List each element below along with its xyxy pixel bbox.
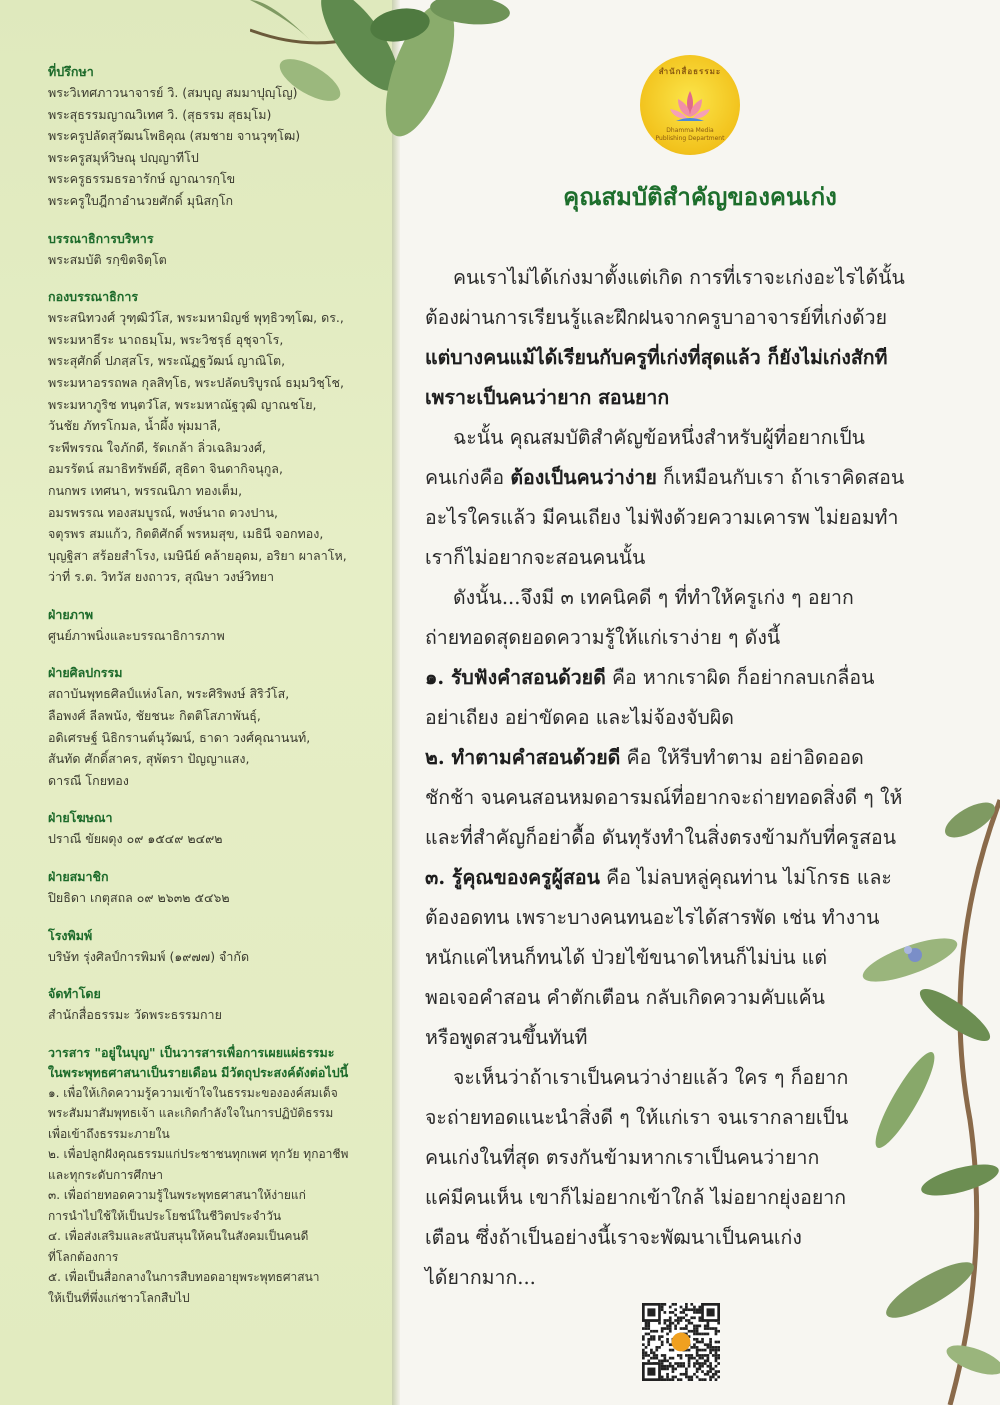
credit-line: จตุรพร สมแก้ว, กิตติศักดิ์ พรหมสุข, เมธินี จอกทอง, bbox=[48, 526, 324, 542]
credit-heading: ที่ปรึกษา bbox=[48, 64, 94, 79]
dhamma-media-logo bbox=[640, 55, 740, 155]
credit-line: ปิยธิดา เกตุสถล ๐๙ ๒๖๓๒ ๕๔๖๒ bbox=[48, 890, 230, 906]
article-text: จะถ่ายทอดแนะนำสิ่งดี ๆ ให้แก่เรา จนเรากลายเป็น bbox=[425, 1106, 849, 1129]
article-text: อย่าเถียง อย่าขัดคอ และไม่จ้องจับผิด bbox=[425, 706, 734, 729]
article-line bbox=[425, 1258, 937, 1298]
article-text: ก็เหมือนกับเรา ถ้าเราคิดสอน bbox=[656, 466, 905, 489]
credit-line: ว่าที่ ร.ต. วิทวัส ยงถาวร, สุณิษา วงษ์วิทยา bbox=[48, 569, 275, 585]
purpose-line: ๒. เพื่อปลูกฝังคุณธรรมแก่ประชาชนทุกเพศ ทุกวัย ทุกอาชีพ bbox=[48, 1147, 349, 1162]
article-line bbox=[425, 938, 937, 978]
credit-section-photo bbox=[48, 605, 378, 647]
article-line bbox=[425, 1098, 937, 1138]
article-line bbox=[425, 458, 937, 498]
purpose-heading: วารสาร "อยู่ในบุญ" เป็นวารสารเพื่อการเผยแผ่ธรรมะ bbox=[48, 1044, 335, 1060]
credit-line: ลือพงศ์ ลีลพนัง, ชัยชนะ กิตติโสภาพันธุ์, bbox=[48, 708, 261, 724]
article-line bbox=[425, 1178, 937, 1218]
credit-line: สำนักสื่อธรรมะ วัดพระธรรมกาย bbox=[48, 1007, 222, 1023]
purpose-line: พระสัมมาสัมพุทธเจ้า และเกิดกำลังใจในการปฏิบัติธรรม bbox=[48, 1106, 334, 1121]
article-text: ถ่ายทอดสุดยอดความรู้ให้แก่เราง่าย ๆ ดังนี้ bbox=[425, 626, 781, 649]
credit-line: พระวิเทศภาวนาจารย์ วิ. (สมบุญ สมมาปุญฺโญ) bbox=[48, 85, 298, 100]
article-line bbox=[425, 1058, 937, 1098]
article-text: ได้ยากมาก... bbox=[425, 1266, 536, 1289]
credit-section-publisher bbox=[48, 984, 378, 1026]
article-text: คือ หากเราผิด ก็อย่ากลบเกลื่อน bbox=[605, 666, 875, 689]
article-line bbox=[425, 698, 937, 738]
article-bold-text: เพราะเป็นคนว่ายาก สอนยาก bbox=[425, 386, 670, 409]
credit-line: ศูนย์ภาพนิ่งและบรรณาธิการภาพ bbox=[48, 627, 225, 643]
article-text: คนเราไม่ได้เก่งมาตั้งแต่เกิด การที่เราจะเก่งอะไรได้นั้น bbox=[453, 266, 905, 289]
article-bold-text: ๓. รู้คุณของครูผู้สอน bbox=[425, 866, 600, 889]
article-line bbox=[425, 778, 937, 818]
credit-line: บริษัท รุ่งศิลป์การพิมพ์ (๑๙๗๗) จำกัด bbox=[48, 948, 250, 964]
article-line bbox=[425, 498, 937, 538]
article-title: คุณสมบัติสำคัญของคนเก่ง bbox=[563, 183, 837, 211]
article-bold-text: แต่บางคนแม้ได้เรียนกับครูที่เก่งที่สุดแล้ว ก็ยังไม่เก่งสักที bbox=[425, 346, 888, 369]
credit-section-editorial-board bbox=[48, 287, 378, 588]
credit-section-advertising bbox=[48, 808, 378, 850]
article-line bbox=[425, 578, 937, 618]
article-line bbox=[425, 618, 937, 658]
purpose-line: ๑. เพื่อให้เกิดความรู้ความเข้าใจในธรรมะขององค์สมเด็จ bbox=[48, 1085, 338, 1100]
article-body bbox=[425, 258, 937, 1298]
article-text: ต้องผ่านการเรียนรู้และฝึกฝนจากครูบาอาจารย์ที่เก่งด้วย bbox=[425, 306, 888, 329]
article-text: คือ ไม่ลบหลู่คุณท่าน ไม่โกรธ และ bbox=[599, 866, 892, 889]
purpose-line: ๕. เพื่อเป็นสื่อกลางในการสืบทอดอายุพระพุทธศาสนา bbox=[48, 1270, 320, 1285]
credit-heading: ฝ่ายศิลปกรรม bbox=[48, 665, 123, 681]
credit-line: พระสุศักดิ์ ปภสฺสโร, พระณัฏฐวัฒน์ ญาณิโต, bbox=[48, 353, 286, 369]
credit-line: พระมหาอรรถพล กุลสิทฺโธ, พระปลัดบริบูรณ์ ธมฺมวิชฺโช, bbox=[48, 374, 344, 390]
article-text: ต้องอดทน เพราะบางคนทนอะไรได้สารพัด เช่น ทำงาน bbox=[425, 906, 880, 929]
credit-line: บุญฐิสา สร้อยสำโรง, เมษินีย์ คล้ายอุดม, อริยา ผาลาโห, bbox=[48, 547, 347, 563]
article-line bbox=[425, 818, 937, 858]
credit-line: ระพีพรรณ ใจภักดี, รัดเกล้า ลิ่วเฉลิมวงศ์, bbox=[48, 439, 266, 455]
credit-section-executive-editor bbox=[48, 229, 378, 271]
article-bold-text: ๑. รับฟังคำสอนด้วยดี bbox=[425, 666, 606, 689]
credit-line: วันชัย ภัทรโกมล, น้ำผึ้ง พุ่มมาลี, bbox=[48, 418, 222, 434]
qr-code[interactable] bbox=[642, 1303, 720, 1381]
article-text: ฉะนั้น คุณสมบัติสำคัญข้อหนึ่งสำหรับผู้ที่อยากเป็น bbox=[453, 426, 865, 449]
credit-line: พระครูสมุห์วิษณุ ปญฺญาทีโป bbox=[48, 149, 199, 165]
credit-line: อมรพรรณ ทองสมบูรณ์, พงษ์นาถ ดวงปาน, bbox=[48, 504, 279, 520]
purpose-line: และทุกระดับการศึกษา bbox=[48, 1167, 163, 1182]
article-line bbox=[425, 378, 937, 418]
article-bold-text: ๒. ทำตามคำสอนด้วยดี bbox=[425, 746, 621, 769]
credit-line: พระสมบัติ รกฺขิตจิตฺโต bbox=[48, 251, 167, 267]
credit-line: สันทัด ศักดิ์สาคร, สุพัตรา ปัญญาแสง, bbox=[48, 751, 250, 767]
credit-line: พระมหาธีระ นาถธมฺโม, พระวิชรุธ์ อุชุจาโร, bbox=[48, 331, 284, 347]
credit-heading: บรรณาธิการบริหาร bbox=[48, 230, 154, 246]
credit-heading: กองบรรณาธิการ bbox=[48, 289, 139, 305]
credit-heading: ฝ่ายสมาชิก bbox=[48, 869, 109, 885]
lotus-icon bbox=[668, 87, 712, 123]
article-text: จะเห็นว่าถ้าเราเป็นคนว่าง่ายแล้ว ใคร ๆ ก็อยาก bbox=[453, 1066, 849, 1089]
article-line bbox=[425, 1018, 937, 1058]
credit-heading: ฝ่ายโฆษณา bbox=[48, 810, 113, 826]
purpose-line: เพื่อเข้าถึงธรรมะภายใน bbox=[48, 1126, 170, 1141]
article-text: แค่มีคนเห็น เขาก็ไม่อยากเข้าใกล้ ไม่อยากยุ่งอยาก bbox=[425, 1186, 847, 1209]
article-line bbox=[425, 258, 937, 298]
article-text: และที่สำคัญก็อย่าดื้อ ดันทุรังทำในสิ่งตรงข้ามกับที่ครูสอน bbox=[425, 826, 897, 849]
article-line bbox=[425, 858, 937, 898]
article-text: คือ ให้รีบทำตาม อย่าอิดออด bbox=[620, 746, 864, 769]
credit-line: พระครูธรรมธรอารักษ์ ญาณารกฺโข bbox=[48, 171, 236, 187]
logo-bottom-text: Dhamma Media Publishing Department bbox=[655, 127, 725, 142]
article-text: หรือพูดสวนขึ้นทันที bbox=[425, 1026, 588, 1049]
article-text: ดังนั้น...จึงมี ๓ เทคนิคดี ๆ ที่ทำให้ครูเก่ง ๆ อยาก bbox=[453, 586, 854, 609]
credit-section-art bbox=[48, 663, 378, 791]
purpose-line: ที่โลกต้องการ bbox=[48, 1249, 119, 1264]
purpose-heading: ในพระพุทธศาสนาเป็นรายเดือน มีวัตถุประสงค์ดังต่อไปนี้ bbox=[48, 1064, 349, 1080]
credits-list bbox=[48, 62, 378, 1325]
article-line bbox=[425, 898, 937, 938]
credit-section-membership bbox=[48, 867, 378, 909]
purpose-line: การนำไปใช้ให้เป็นประโยชน์ในชีวิตประจำวัน bbox=[48, 1208, 282, 1223]
credit-line: อดิเศรษฐ์ นิธิกรานต์นุวัฒน์, ธาดา วงศ์คุณานนท์, bbox=[48, 729, 311, 745]
credit-line: สถาบันพุทธศิลป์แห่งโลก, พระศิริพงษ์ สิริวํโส, bbox=[48, 686, 290, 702]
credit-line: อมรรัตน์ สมาธิทรัพย์ดี, สุธิดา จินดากิจนุกูล, bbox=[48, 461, 283, 477]
credit-line: พระสนิทวงศ์ วุฑฺฒิวํโส, พระมหามิญช์ พุทฺธิวฑฺโฒ, ดร., bbox=[48, 310, 344, 326]
credit-line: ดารณี โกยทอง bbox=[48, 772, 129, 788]
article-bold-text: ต้องเป็นคนว่าง่าย bbox=[510, 466, 657, 489]
purpose-section bbox=[48, 1043, 378, 1309]
logo-arc-text: สำนักสื่อธรรมะ bbox=[658, 67, 722, 76]
article-text: พอเจอคำสอน คำตักเตือน กลับเกิดความคับแค้น bbox=[425, 986, 825, 1009]
credit-heading: ฝ่ายภาพ bbox=[48, 606, 94, 622]
purpose-line: ให้เป็นที่พึ่งแก่ชาวโลกสืบไป bbox=[48, 1290, 190, 1305]
article-text: เตือน ซึ่งถ้าเป็นอย่างนี้เราจะพัฒนาเป็นคนเก่ง bbox=[425, 1226, 802, 1249]
article-line bbox=[425, 338, 937, 378]
article-text: ชักช้า จนคนสอนหมดอารมณ์ที่อยากจะถ่ายทอดสิ่งดี ๆ ให้ bbox=[425, 786, 903, 809]
article-line bbox=[425, 1218, 937, 1258]
credit-line: ปราณี ขัยผดุง ๐๙ ๑๕๔๙ ๒๔๙๒ bbox=[48, 831, 223, 847]
purpose-line: ๓. เพื่อถ่ายทอดความรู้ในพระพุทธศาสนาให้ง่ายแก่ bbox=[48, 1188, 306, 1203]
page-divider bbox=[392, 0, 400, 1405]
article-line bbox=[425, 738, 937, 778]
credit-heading: จัดทำโดย bbox=[48, 986, 101, 1002]
credit-section-printer bbox=[48, 926, 378, 968]
article-text: อะไรใครแล้ว มีคนเถียง ไม่ฟังด้วยความเคารพ ไม่ยอมทำ bbox=[425, 506, 899, 529]
article-line bbox=[425, 1138, 937, 1178]
article-line bbox=[425, 978, 937, 1018]
article-text: เราก็ไม่อยากจะสอนคนนั้น bbox=[425, 546, 646, 569]
article-text: คนเก่งในที่สุด ตรงกันข้ามหากเราเป็นคนว่ายาก bbox=[425, 1146, 820, 1169]
credit-section-advisors bbox=[48, 62, 378, 212]
article-line bbox=[425, 538, 937, 578]
credit-line: กนกพร เทศนา, พรรณนิภา ทองเต็ม, bbox=[48, 482, 243, 498]
credit-line: พระสุธรรมญาณวิเทศ วิ. (สุธรรม สุธมฺโม) bbox=[48, 106, 272, 122]
article-line bbox=[425, 298, 937, 338]
purpose-line: ๔. เพื่อส่งเสริมและสนับสนุนให้คนในสังคมเป็นคนดี bbox=[48, 1229, 309, 1244]
article-line bbox=[425, 418, 937, 458]
credit-line: พระมหาภูริช ทนฺตวํโส, พระมหาณัฐวุฒิ ญาณชโย, bbox=[48, 396, 317, 412]
credit-line: พระครูใบฎีกาอำนวยศักดิ์ มุนิสกฺโก bbox=[48, 192, 234, 208]
article-line bbox=[425, 658, 937, 698]
credit-heading: โรงพิมพ์ bbox=[48, 927, 93, 943]
credit-line: พระครูปลัดสุวัฒนโพธิคุณ (สมชาย จานวุฑฺโฒ) bbox=[48, 128, 301, 144]
article-text: หนักแค่ไหนก็ทนได้ ป่วยไข้ขนาดไหนก็ไม่บ่น แต่ bbox=[425, 946, 828, 969]
article-text: คนเก่งคือ bbox=[425, 466, 511, 489]
